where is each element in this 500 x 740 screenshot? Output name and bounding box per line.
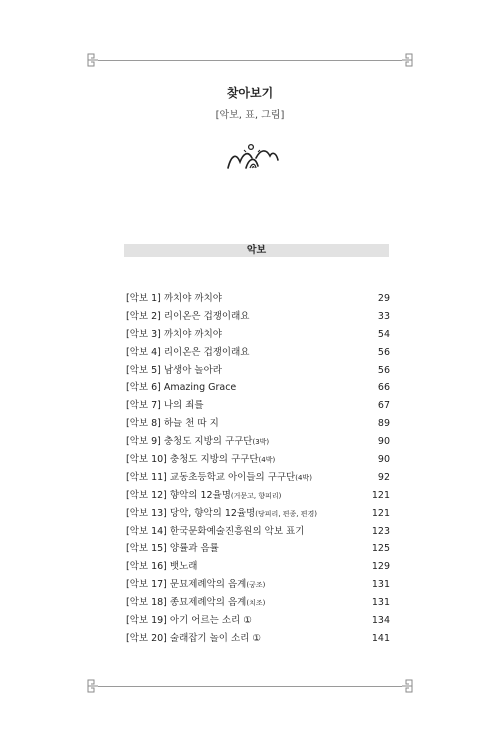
toc-entry-page-number: 123: [371, 525, 390, 537]
toc-list: [126, 290, 390, 648]
toc-entry-note: (치조): [246, 599, 266, 608]
toc-entry[interactable]: [126, 451, 390, 469]
header-rule: [98, 60, 402, 61]
section-header-band: [124, 244, 389, 257]
toc-entry-title: [악보 2] 리이온은 겁쟁이래요: [126, 310, 250, 322]
toc-entry[interactable]: [126, 290, 390, 308]
toc-entry-page-number: 89: [377, 418, 390, 430]
toc-entry-page-number: 90: [377, 436, 390, 448]
toc-entry-note: (4박): [295, 473, 312, 482]
toc-entry[interactable]: [126, 487, 390, 505]
toc-entry-title: [악보 5] 남생아 놀아라: [126, 364, 222, 376]
toc-entry-page-number: 67: [377, 400, 390, 412]
corner-ornament-bottom-right: [400, 678, 416, 694]
toc-entry[interactable]: [126, 433, 390, 451]
toc-entry-label: [126, 362, 222, 380]
toc-entry-note: (거문고, 향피리): [230, 491, 282, 500]
toc-entry-label: [126, 558, 197, 576]
toc-entry-label: [126, 630, 261, 648]
toc-entry-label: [126, 379, 236, 397]
toc-entry-page-number: 134: [371, 615, 390, 627]
toc-entry-title: [악보 4] 리이온은 겁쟁이래요: [126, 346, 250, 358]
toc-entry-page-number: 54: [377, 328, 390, 340]
toc-entry-note: (3박): [252, 438, 270, 447]
toc-entry-page-number: 56: [377, 346, 390, 358]
toc-entry[interactable]: [126, 326, 390, 344]
toc-entry-label: [126, 505, 317, 524]
toc-entry[interactable]: [126, 344, 390, 362]
toc-entry[interactable]: [126, 540, 390, 558]
toc-entry[interactable]: [126, 630, 390, 648]
toc-entry-note: (4박): [258, 456, 276, 465]
toc-entry-label: [126, 612, 252, 630]
toc-entry-note: (당피리, 편종, 편경): [255, 509, 317, 518]
toc-entry-title: [악보 9] 충청도 지방의 구구단: [126, 436, 253, 448]
toc-entry[interactable]: [126, 523, 390, 541]
toc-entry-title: [악보 12] 향악의 12율명: [126, 489, 231, 501]
toc-entry-title: [악보 16] 뱃노래: [126, 561, 198, 573]
page-subtitle: [악보, 표, 그림]: [215, 110, 285, 121]
toc-entry-title: [악보 11] 교동초등학교 아이들의 구구단: [126, 471, 296, 483]
toc-entry-label: [126, 415, 219, 433]
corner-ornament-top-left: [84, 52, 100, 68]
toc-entry-page-number: 121: [371, 489, 390, 501]
toc-entry-label: [126, 290, 222, 308]
toc-entry-title: [악보 13] 당악, 향악의 12율명: [126, 507, 256, 519]
toc-entry-page-number: 90: [377, 454, 390, 466]
toc-entry-title: [악보 1] 까치야 까치야: [126, 293, 222, 304]
toc-entry-page-number: 33: [377, 310, 390, 322]
toc-entry[interactable]: [126, 397, 390, 415]
toc-entry-label: [126, 594, 265, 613]
toc-entry[interactable]: [126, 594, 390, 612]
footer-rule: [98, 686, 402, 687]
toc-entry-title: [악보 18] 종묘제례악의 음계: [126, 597, 247, 609]
toc-entry-label: [126, 308, 249, 326]
corner-ornament-bottom-left: [84, 678, 100, 694]
toc-entry-title: [악보 19] 아기 어르는 소리 ①: [126, 615, 252, 627]
toc-entry-page-number: 125: [371, 543, 390, 555]
mountain-ornament-icon: [222, 138, 282, 178]
toc-entry-title: [악보 14] 한국문화예술진흥원의 악보 표기: [126, 525, 305, 537]
toc-entry-label: [126, 344, 249, 362]
toc-entry-page-number: 129: [371, 561, 390, 573]
toc-entry-label: [126, 487, 281, 506]
corner-ornament-top-right: [400, 52, 416, 68]
toc-entry-label: [126, 576, 265, 595]
toc-entry[interactable]: [126, 415, 390, 433]
toc-entry-title: [악보 20] 술래잡기 놀이 소리 ①: [126, 632, 261, 644]
toc-entry-page-number: 56: [377, 364, 390, 376]
toc-entry-label: [126, 469, 312, 488]
toc-entry-page-number: 92: [377, 471, 390, 483]
toc-entry-title: [악보 8] 하늘 천 따 지: [126, 418, 219, 430]
toc-entry-title: [악보 10] 충청도 지방의 구구단: [126, 454, 259, 466]
toc-entry-title: [악보 15] 양률과 음률: [126, 543, 219, 555]
toc-entry-title: [악보 6] Amazing Grace: [126, 382, 237, 394]
page-title: 찾아보기: [226, 86, 274, 100]
toc-entry-label: [126, 326, 222, 344]
toc-entry-note: (궁조): [246, 581, 266, 590]
toc-entry-page-number: 66: [377, 382, 390, 394]
toc-entry-page-number: 141: [371, 632, 390, 644]
toc-entry-label: [126, 433, 269, 452]
toc-entry-label: [126, 397, 204, 415]
toc-entry-page-number: 131: [371, 597, 390, 609]
toc-entry[interactable]: [126, 505, 390, 523]
toc-entry[interactable]: [126, 469, 390, 487]
toc-entry-page-number: 131: [371, 579, 390, 591]
toc-entry[interactable]: [126, 612, 390, 630]
toc-entry[interactable]: [126, 308, 390, 326]
toc-entry-label: [126, 523, 304, 541]
toc-entry-title: [악보 3] 까치야 까치야: [126, 328, 222, 340]
toc-entry-title: [악보 7] 나의 죄를: [126, 400, 204, 412]
toc-entry[interactable]: [126, 379, 390, 397]
section-title: 악보: [246, 245, 267, 256]
toc-entry[interactable]: [126, 362, 390, 380]
toc-entry-label: [126, 451, 275, 470]
toc-entry-page-number: 121: [371, 507, 390, 519]
toc-entry-title: [악보 17] 문묘제례악의 음계: [126, 579, 247, 591]
toc-entry[interactable]: [126, 576, 390, 594]
toc-entry-label: [126, 540, 219, 558]
toc-entry[interactable]: [126, 558, 390, 576]
toc-entry-page-number: 29: [377, 293, 390, 304]
